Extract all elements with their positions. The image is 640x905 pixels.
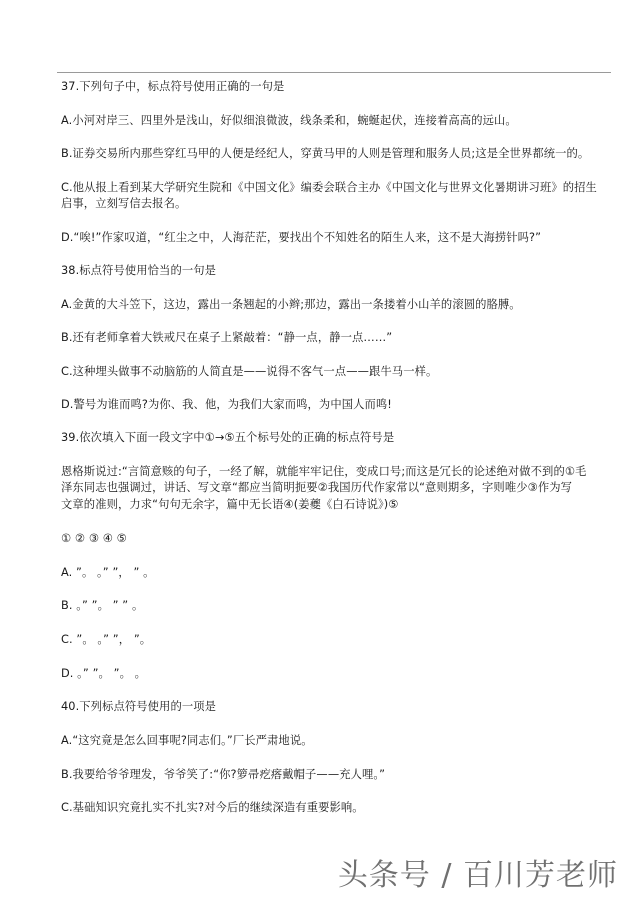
question-37-option-d: D.“唉!”作家叹道，“红尘之中，人海茫茫，要找出个不知姓名的陌生人来，这不是大海捞针吗?” bbox=[61, 231, 542, 244]
question-38-option-c: C.这种埋头做事不动脑筋的人简直是——说得不客气一点——跟牛马一样。 bbox=[61, 365, 438, 378]
question-39-passage-line2: 泽东同志也强调过，讲话、写文章“都应当简明扼要②我国历代作家常以“意则期多，字则唯少③作为写 bbox=[61, 481, 573, 494]
question-38-option-b: B.还有老师拿着大铁戒尺在桌子上紧敲着：“静一点，静一点……” bbox=[61, 331, 393, 344]
question-39-option-b: B. 。” ”。 ” ” 。 bbox=[61, 599, 144, 612]
question-40-stem: 40.下列标点符号使用的一项是 bbox=[61, 700, 217, 713]
question-37-option-c-line1: C.他从报上看到某大学研究生院和《中国文化》编委会联合主办《中国文化与世界文化暑期讲习班》的招生 bbox=[61, 181, 597, 194]
question-39-passage-line1: 恩格斯说过:“言简意赅的句子，一经了解，就能牢牢记住，变成口号;而这是冗长的论述绝对做不到的①毛 bbox=[61, 465, 587, 478]
question-39-stem: 39.依次填入下面一段文字中①→⑤五个标号处的正确的标点符号是 bbox=[61, 431, 395, 444]
question-37-option-c-line2: 启事，立刻写信去报名。 bbox=[61, 197, 187, 210]
header-rule bbox=[57, 72, 611, 73]
question-39-markers: ① ② ③ ④ ⑤ bbox=[61, 532, 127, 545]
question-39-passage-line3: 文章的准则，力求“句句无余字，篇中无长语④(姜夔《白石诗说》)⑤ bbox=[61, 498, 399, 511]
watermark-text: 头条号 / 百川芳老师 bbox=[337, 858, 618, 893]
question-40-option-c: C.基础知识究竟扎实不扎实?对今后的继续深造有重要影响。 bbox=[61, 801, 364, 814]
question-37-option-a: A.小河对岸三、四里外是浅山，好似细浪微波，线条柔和，蜿蜒起伏，连接着高高的远山。 bbox=[61, 114, 517, 127]
question-37-option-b: B.证券交易所内那些穿红马甲的人便是经纪人，穿黄马甲的人则是管理和服务人员;这是全世界都统一的。 bbox=[61, 147, 590, 160]
question-38-option-d: D.警号为谁而鸣?为你、我、他，为我们大家而鸣，为中国人而鸣! bbox=[61, 398, 392, 411]
question-39-option-d: D. 。” ”。 ”。 。 bbox=[61, 667, 147, 680]
question-40-option-a: A.“这究竟是怎么回事呢?同志们。”厂长严肃地说。 bbox=[61, 734, 313, 747]
question-38-stem: 38.标点符号使用恰当的一句是 bbox=[61, 264, 217, 277]
question-38-option-a: A.金黄的大斗笠下，这边，露出一条翘起的小辫;那边，露出一条搂着小山羊的滚圆的胳膊。 bbox=[61, 298, 521, 311]
question-39-option-a: A. ”。 。” ”， ” 。 bbox=[61, 566, 155, 579]
question-40-option-b: B.我要给爷爷理发，爷爷笑了:“你?箩帚疙瘩戴帽子——充人哩。” bbox=[61, 768, 386, 781]
question-37-stem: 37.下列句子中，标点符号使用正确的一句是 bbox=[61, 80, 285, 93]
question-39-option-c: C. ”。 。” ”， ”。 bbox=[61, 633, 152, 646]
